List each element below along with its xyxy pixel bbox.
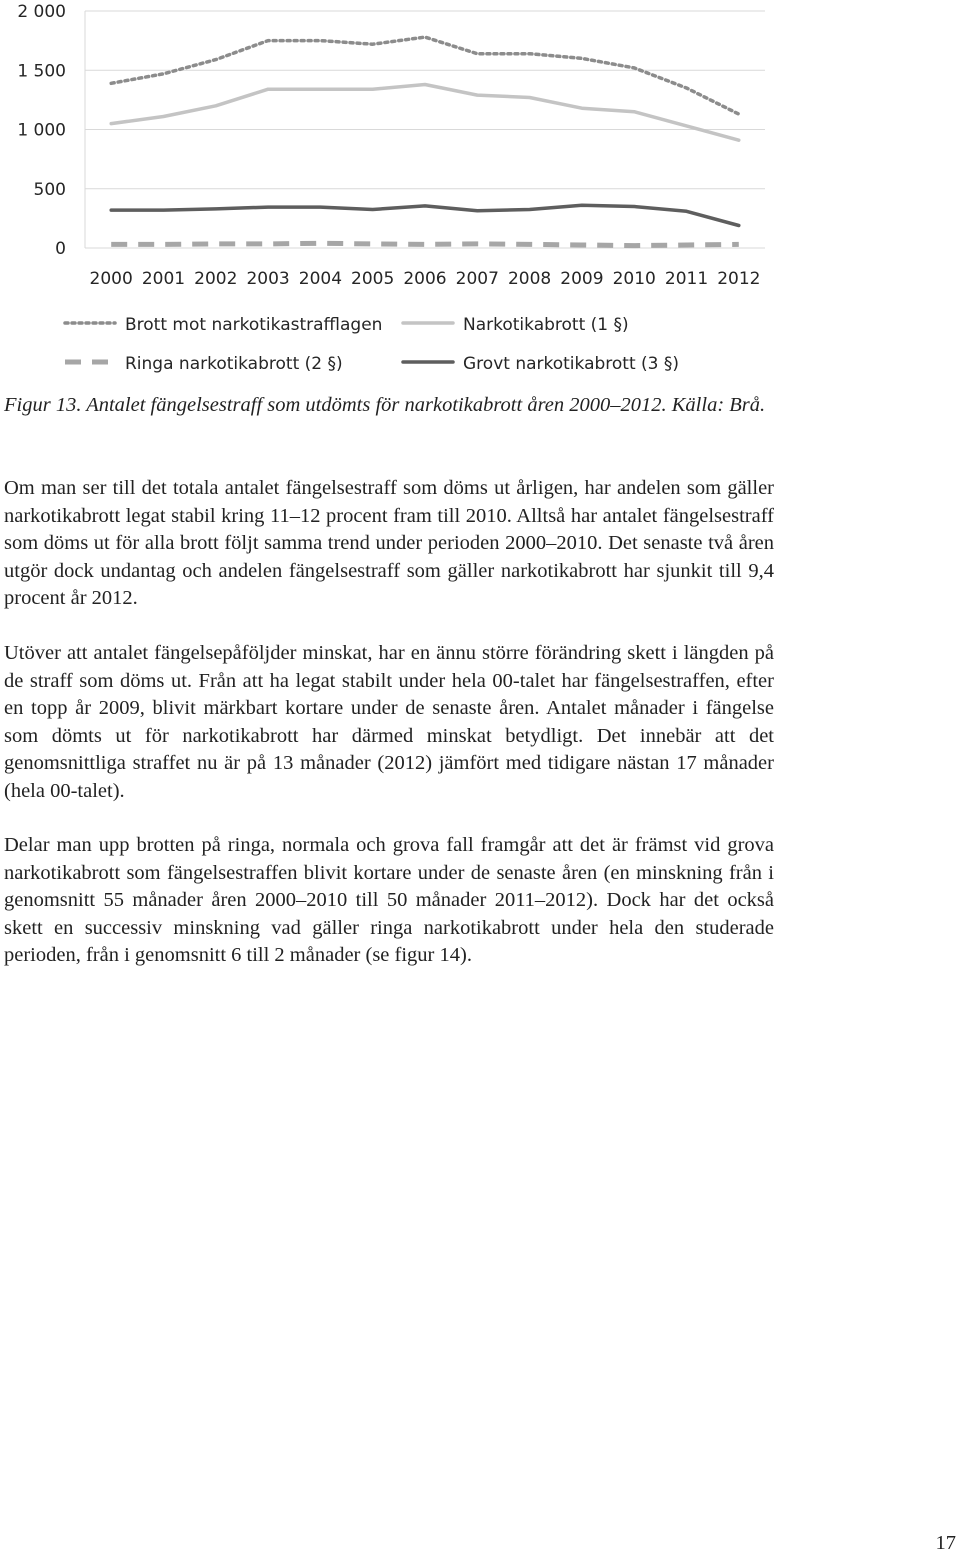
legend-label-3: Ringa narkotikabrott (2 §) bbox=[125, 354, 343, 374]
x-tick-label: 2009 bbox=[560, 269, 604, 289]
line-chart bbox=[0, 0, 960, 385]
x-tick-label: 2001 bbox=[141, 269, 186, 289]
paragraph-3: Delar man upp brotten på ringa, normala och grova fall framgår att det är främst vid grova narkotikabrott som fängelsestraffen blivit kortare under de senaste åren (en minskning från i genomsnitt 55 månader åren 2000–2010 till 50 månader 2011–2012). Dock har det också skett en successiv minskning vad gäller ringa narkotikabrott under hela den studerade perioden, från i genomsnitt 6 till 2 månader (se figur 14). bbox=[4, 834, 774, 966]
y-tick-label: 2 000 bbox=[17, 2, 66, 22]
y-tick-label: 1 500 bbox=[17, 61, 66, 82]
x-tick-label: 2003 bbox=[246, 269, 290, 289]
y-tick-label: 0 bbox=[55, 239, 66, 259]
series-line-3 bbox=[111, 243, 739, 245]
x-tick-label: 2000 bbox=[89, 269, 133, 289]
x-tick-label: 2002 bbox=[194, 269, 238, 289]
paragraph-1: Om man ser till det totala antalet fängelsestraff som döms ut årligen, har andelen som gäller narkotikabrott legat stabil kring 11–12 procent fram till 2010. Alltså har antalet fängelsestraff som döms ut för alla brott följt samma trend under perioden 2000–2010. Det senaste två åren utgör dock undantag och andelen fängelsestraff som gäller narkotikabrott har sjunkit till 9,4 procent år 2012. bbox=[4, 477, 774, 609]
figure-caption: Figur 13. Antalet fängelsestraff som utdömts för narkotikabrott åren 2000–2012. Källa: Brå. bbox=[4, 394, 766, 416]
series-line-2 bbox=[111, 85, 739, 141]
legend-label-1: Brott mot narkotikastrafflagen bbox=[125, 315, 383, 335]
y-tick-label: 500 bbox=[33, 179, 66, 200]
x-tick-label: 2005 bbox=[351, 269, 395, 289]
legend-label-4: Grovt narkotikabrott (3 §) bbox=[463, 354, 680, 374]
series-line-1 bbox=[111, 37, 739, 114]
chart-svg bbox=[0, 0, 960, 385]
x-tick-label: 2012 bbox=[717, 269, 761, 289]
x-tick-label: 2004 bbox=[298, 269, 343, 289]
y-tick-label: 1 000 bbox=[17, 120, 66, 141]
x-tick-label: 2011 bbox=[664, 269, 709, 289]
paragraph-2: Utöver att antalet fängelsepåföljder minskat, har en ännu större förändring skett i längden på de straff som döms ut. Från att ha legat stabilt under hela 00-talet har fängelsestraffen, efter en topp år 2009, blivit märkbart kortare under de senaste åren. Antalet månader i fängelse som dömts ut för narkotikabrott har därmed minskat betydligt. Det innebär att det genomsnittliga straffet nu är på 13 månader (2012) jämfört med tidigare nästan 17 månader (hela 00-talet). bbox=[4, 642, 774, 802]
legend-label-2: Narkotikabrott (1 §) bbox=[463, 315, 629, 335]
x-tick-label: 2006 bbox=[403, 269, 447, 289]
page-number: 17 bbox=[935, 1532, 956, 1554]
x-tick-label: 2008 bbox=[507, 269, 552, 289]
x-tick-label: 2010 bbox=[612, 269, 656, 289]
series-line-4 bbox=[111, 205, 739, 225]
x-tick-label: 2007 bbox=[455, 269, 499, 289]
